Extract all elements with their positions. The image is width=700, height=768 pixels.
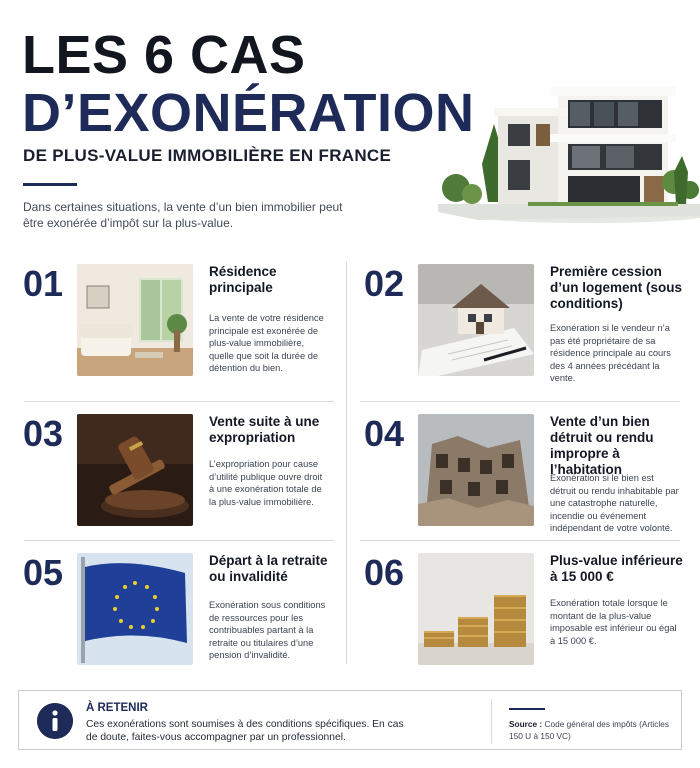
case-description: Exonération si le vendeur n’a pas été propriétaire de sa résidence principale au cours des 4 années précédant la vente. [550,323,671,383]
source-label: Source : [509,719,543,729]
retain-box [18,690,682,750]
case-number: 04 [364,413,405,454]
row-divider [24,401,334,402]
intro-text: Dans certaines situations, la vente d’un bien immobilier peut être exonérée d’impôt sur la plus-value. [23,200,343,230]
retain-text: Ces exonérations sont soumises à des conditions spécifiques. En cas de doute, faites-vous accompagner par un professionnel. [86,719,404,743]
case-card-05 [23,553,343,678]
case-description: La vente de votre résidence principale est exonérée de plus-value immobilière, quelle que soit la durée de détention du bien. [209,313,324,373]
page-title-line2: D’EXONÉRATION [22,83,475,143]
case-description: Exonération sous conditions de ressources pour les contribuables partant à la retraite ou titulaires d’une pension d’invalidité. [209,600,326,660]
case-title: Résidence principale [209,264,277,295]
info-icon [37,703,73,739]
footer-divider [491,699,492,743]
case-title: Plus-value inférieure à 15 000 € [550,553,683,584]
case-title: Première cession d’un logement (sous conditions) [550,264,683,311]
case-card-03 [23,414,343,539]
retain-title: À RETENIR [86,702,148,714]
page-subtitle: DE PLUS-VALUE IMMOBILIÈRE EN FRANCE [23,146,392,165]
page-title-line1: LES 6 CAS [22,25,306,85]
case-number: 02 [364,263,405,304]
case-description: Exonération si le bien est détruit ou rendu inhabitable par une catastrophe naturelle, incendie ou événement indépendant de votre volonté. [550,473,679,533]
case-description: Exonération totale lorsque le montant de la plus-value imposable est inférieur ou égal à 15 000 €. [550,598,677,646]
coin-stacks-photo [418,553,534,665]
case-card-04 [364,414,684,539]
case-number: 06 [364,552,405,593]
modern-house-image [438,64,700,224]
case-title: Départ à la retraite ou invalidité [209,553,328,584]
case-number: 03 [23,413,64,454]
row-divider [24,540,334,541]
house-model-contract-photo [418,264,534,376]
destroyed-building-photo [418,414,534,526]
case-number: 05 [23,552,64,593]
row-divider [360,401,680,402]
living-room-photo [77,264,193,376]
source-note [509,718,679,742]
case-card-01 [23,264,343,389]
column-divider [346,262,347,664]
title-rule [23,183,77,186]
gavel-photo [77,414,193,526]
row-divider [360,540,680,541]
case-card-02 [364,264,684,389]
case-title: Vente d’un bien détruit ou rendu impropre à l’habitation [550,414,654,477]
source-rule [509,708,545,710]
case-number: 01 [23,263,64,304]
case-card-06 [364,553,684,678]
case-title: Vente suite à une expropriation [209,414,320,445]
eu-flag-photo [77,553,193,665]
case-description: L’expropriation pour cause d’utilité publique ouvre droit à une exonération totale de la plus-value immobilière. [209,459,323,507]
source-text: Code général des impôts (Articles 150 U à 150 VC) [509,719,670,741]
